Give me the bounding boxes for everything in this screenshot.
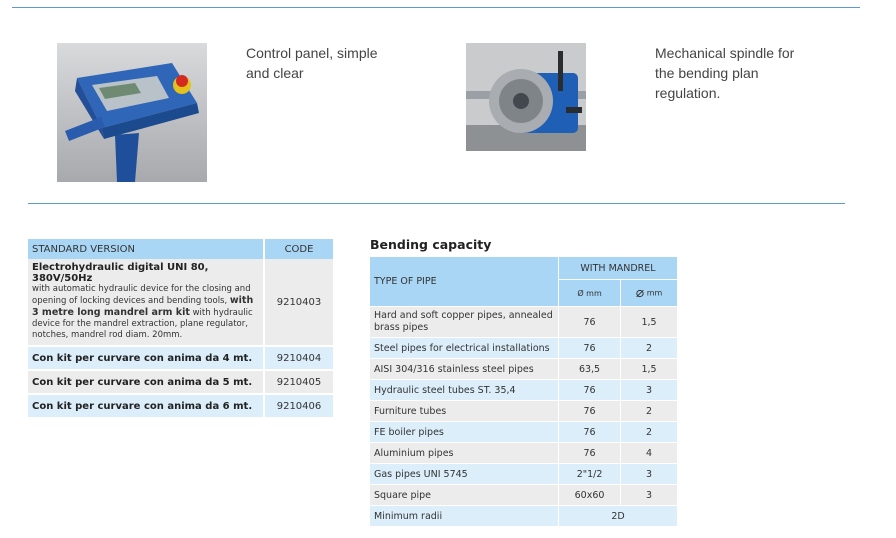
- top-rule: [12, 7, 860, 8]
- pipe-diameter: 76: [558, 421, 620, 442]
- table-row: [370, 358, 677, 379]
- min-radii-value: 2D: [558, 505, 677, 526]
- diameter-symbol-icon: ⌀: [635, 285, 645, 301]
- table-row: [370, 379, 677, 400]
- standard-version-header: STANDARD VERSION: [28, 239, 263, 259]
- kit-label: Con kit per curvare con anima da 6 mt.: [28, 393, 263, 417]
- pipe-type: AISI 304/316 stainless steel pipes: [370, 358, 558, 379]
- pipe-diameter: 2"1/2: [558, 463, 620, 484]
- table-row: [28, 393, 333, 417]
- bending-capacity-title: Bending capacity: [370, 237, 492, 252]
- kit-label: Con kit per curvare con anima da 4 mt.: [28, 345, 263, 369]
- table-row: [28, 259, 333, 345]
- kit-code: 9210406: [263, 393, 333, 417]
- main-title: Electrohydraulic digital UNI 80, 380V/50Hz: [32, 262, 209, 284]
- control-panel-image: [57, 43, 207, 182]
- pipe-thickness: 2: [620, 337, 677, 358]
- spindle-caption: Mechanical spindle for the bending plan regulation.: [655, 45, 795, 101]
- main-text: with automatic hydraulic device for the closing and opening of locking devices and bending tools, with 3 metre long mandrel arm kit with hydraulic device for the mandrel extraction, plane regulator, notches, mandrel rod diam. 20mm.: [32, 284, 254, 340]
- table-row: [370, 337, 677, 358]
- table-row: [370, 463, 677, 484]
- table-row: [370, 505, 677, 526]
- diameter-subheader: Ø mm: [558, 279, 620, 306]
- main-text-bold: with 3 metre long mandrel arm kit: [32, 295, 254, 318]
- main-description: [28, 259, 263, 345]
- pipe-diameter: 76: [558, 306, 620, 337]
- thickness-subheader: ⌀ mm: [620, 279, 677, 306]
- table-row: [370, 400, 677, 421]
- pipe-diameter: 60x60: [558, 484, 620, 505]
- kit-code: 9210404: [263, 345, 333, 369]
- code-header: CODE: [263, 239, 333, 259]
- bending-capacity-table: [370, 256, 677, 526]
- pipe-thickness: 1,5: [620, 306, 677, 337]
- pipe-type: Hard and soft copper pipes, annealed brass pipes: [370, 306, 558, 337]
- pipe-diameter: 76: [558, 400, 620, 421]
- pipe-thickness: 3: [620, 484, 677, 505]
- pipe-thickness: 2: [620, 421, 677, 442]
- pipe-diameter: 63,5: [558, 358, 620, 379]
- pipe-type: Aluminium pipes: [370, 442, 558, 463]
- type-of-pipe-header: TYPE OF PIPE: [370, 256, 558, 306]
- pipe-thickness: 2: [620, 400, 677, 421]
- pipe-type: Hydraulic steel tubes ST. 35,4: [370, 379, 558, 400]
- table-row: [370, 442, 677, 463]
- pipe-type: FE boiler pipes: [370, 421, 558, 442]
- pipe-thickness: 3: [620, 463, 677, 484]
- pipe-thickness: 1,5: [620, 358, 677, 379]
- main-code: 9210403: [263, 259, 333, 345]
- table-row: [28, 345, 333, 369]
- middle-rule: [28, 203, 845, 204]
- control-panel-caption: Control panel, simple and clear: [246, 45, 378, 81]
- pipe-type: Square pipe: [370, 484, 558, 505]
- kit-label: Con kit per curvare con anima da 5 mt.: [28, 369, 263, 393]
- with-mandrel-header: WITH MANDREL: [558, 256, 677, 279]
- pipe-diameter: 76: [558, 442, 620, 463]
- pipe-type: Steel pipes for electrical installations: [370, 337, 558, 358]
- pipe-thickness: 4: [620, 442, 677, 463]
- kit-code: 9210405: [263, 369, 333, 393]
- table-row: [28, 369, 333, 393]
- table-row: [370, 484, 677, 505]
- pipe-thickness: 3: [620, 379, 677, 400]
- min-radii-label: Minimum radii: [370, 505, 558, 526]
- pipe-diameter: 76: [558, 379, 620, 400]
- standard-version-table: [28, 239, 333, 417]
- spindle-image: [466, 43, 586, 151]
- pipe-type: Furniture tubes: [370, 400, 558, 421]
- pipe-diameter: 76: [558, 337, 620, 358]
- pipe-type: Gas pipes UNI 5745: [370, 463, 558, 484]
- table-row: [370, 421, 677, 442]
- table-row: [370, 306, 677, 337]
